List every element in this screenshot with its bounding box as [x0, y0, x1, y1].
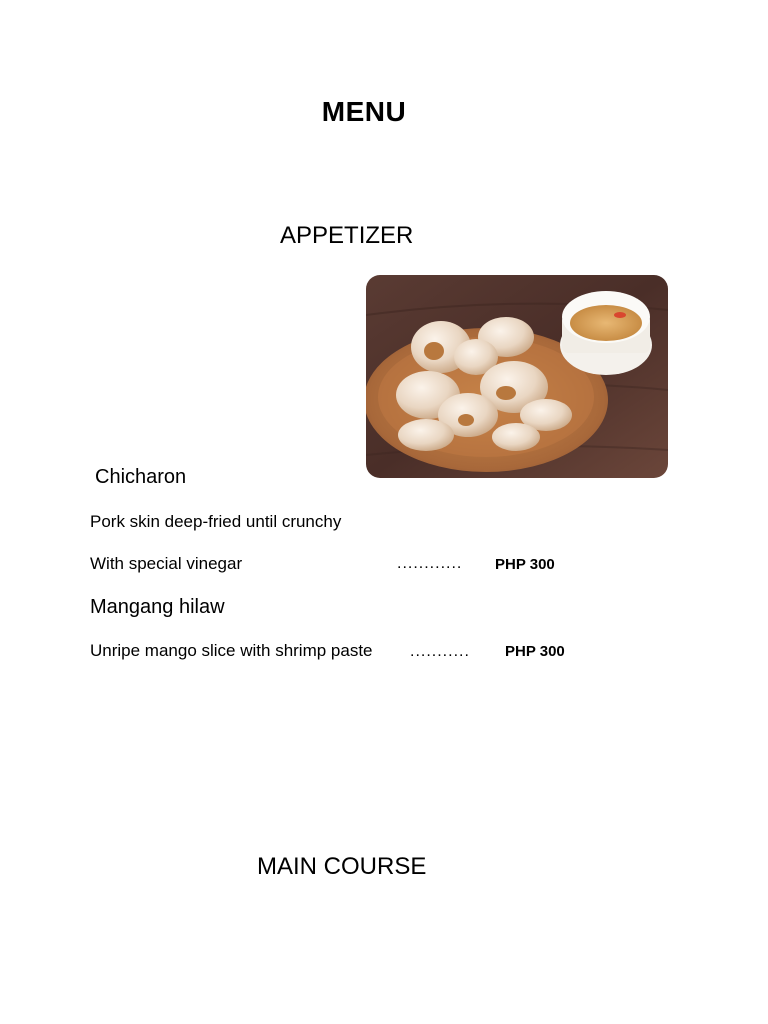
appetizer-heading: APPETIZER — [280, 222, 414, 249]
main-course-heading: MAIN COURSE — [257, 853, 427, 880]
chicharon-photo — [366, 275, 668, 478]
item-price: PHP 300 — [505, 643, 565, 660]
item-description-line: Pork skin deep-fried until crunchy — [90, 512, 342, 531]
leader-dots: ........... — [410, 643, 470, 660]
menu-title: MENU — [321, 96, 407, 127]
item-name-chicharon: Chicharon — [95, 466, 187, 488]
leader-dots: ............ — [397, 555, 463, 572]
item-name-mangang-hilaw: Mangang hilaw — [90, 596, 225, 618]
item-description-line: Unripe mango slice with shrimp paste — [90, 641, 373, 660]
item-price: PHP 300 — [495, 556, 555, 573]
item-description-line: With special vinegar — [90, 554, 243, 573]
